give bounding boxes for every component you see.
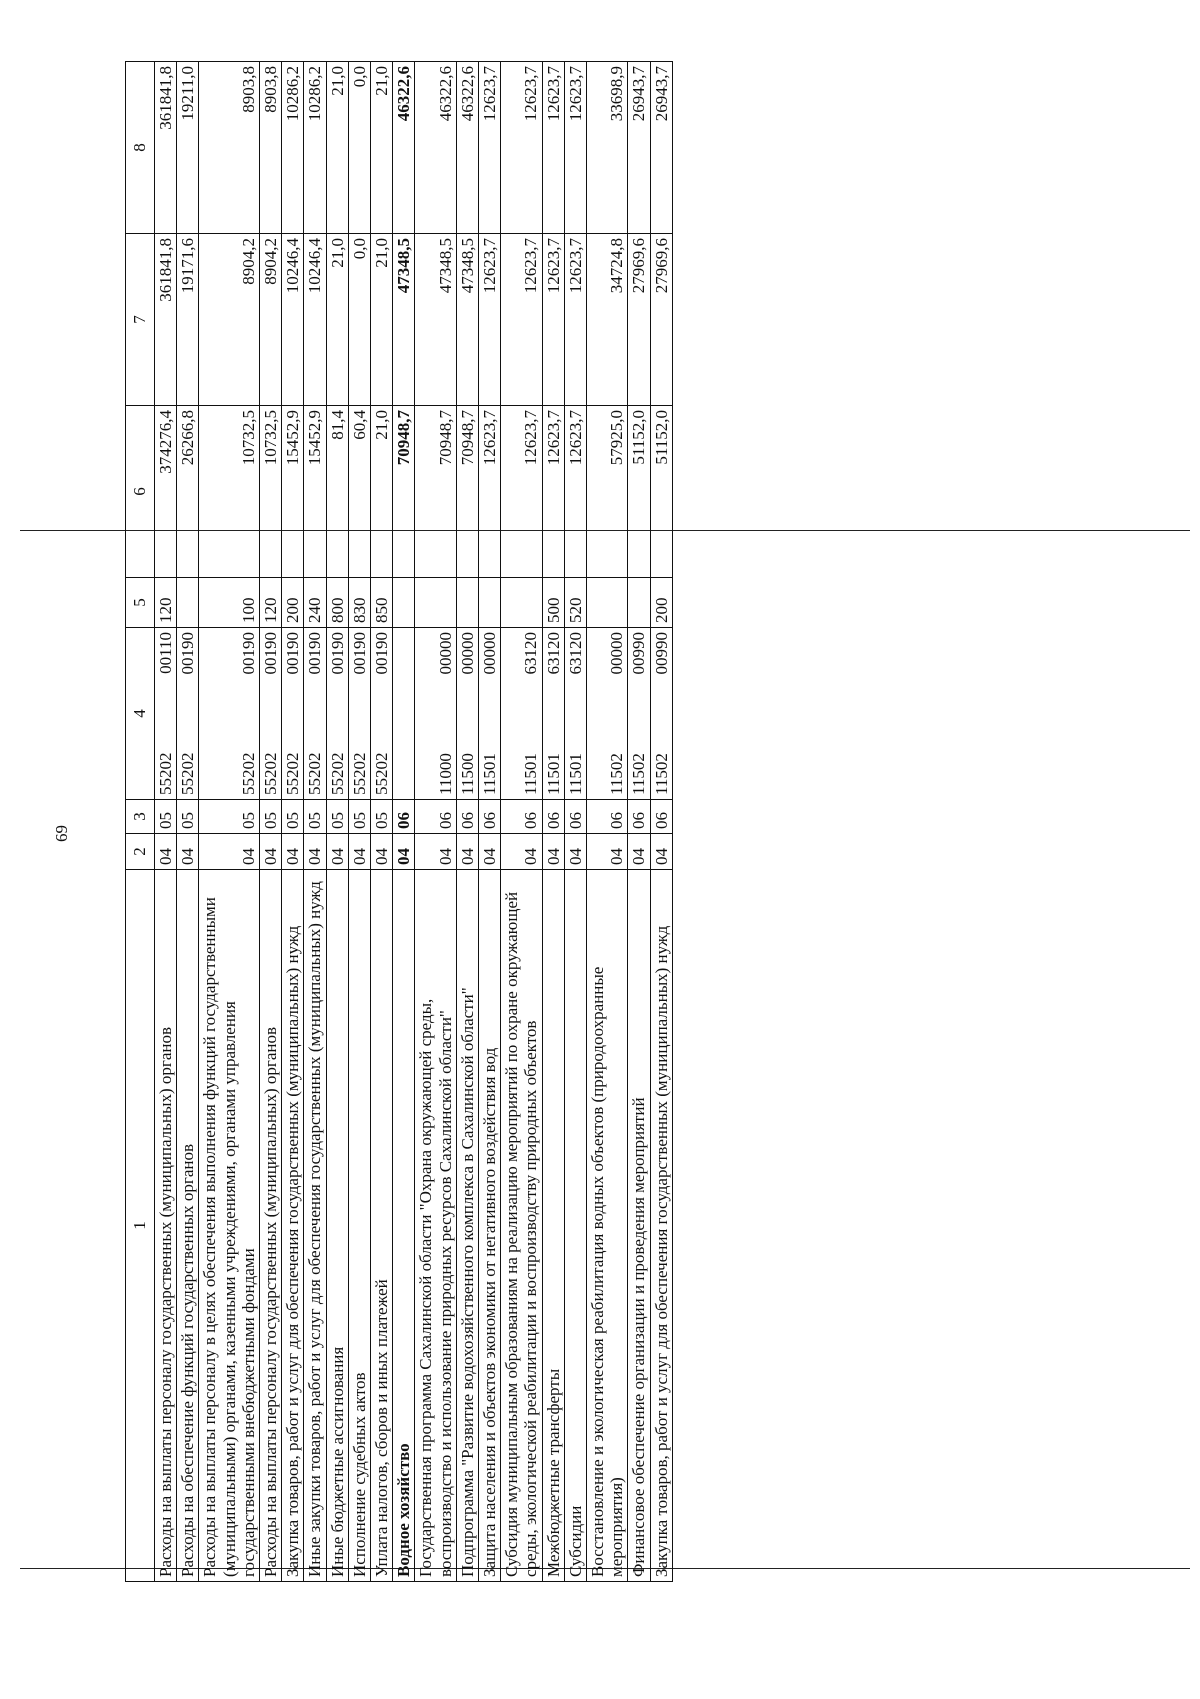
table-row [650, 62, 672, 1582]
target-article-cell [587, 628, 628, 800]
target-article-cell [371, 628, 393, 800]
subsection-code-cell: 06 [628, 800, 650, 834]
program-code: 11500 [457, 753, 477, 795]
column-header-5: 5 [126, 578, 155, 628]
subsection-code-cell: 05 [199, 800, 260, 834]
section-code-cell: 04 [542, 834, 564, 870]
direction-code: 00190 [372, 632, 392, 675]
row-name-cell: Расходы на выплаты персоналу в целях обеспечения выполнения функций государственными (муниципальными) органами, казенными учреждениями, органами управления государственными внебюджетными фондами [199, 870, 260, 1582]
subsection-code-cell: 06 [393, 800, 415, 834]
amount-col6-cell: 15452,9 [304, 406, 326, 578]
table-row [587, 62, 628, 1582]
amount-col7-cell: 12623,7 [501, 234, 542, 406]
program-code: 55202 [372, 752, 392, 795]
amount-col7-cell: 361841,8 [155, 234, 177, 406]
amount-col7-cell: 34724,8 [587, 234, 628, 406]
section-code-cell: 04 [282, 834, 304, 870]
amount-col8-cell: 361841,8 [155, 62, 177, 234]
section-code-cell: 04 [304, 834, 326, 870]
row-name-cell: Водное хозяйство [393, 870, 415, 1582]
program-code: 11502 [629, 753, 649, 795]
direction-code: 00000 [607, 632, 627, 675]
amount-col8-cell: 46322,6 [393, 62, 415, 234]
subsection-code-cell: 06 [542, 800, 564, 834]
program-code: 55202 [156, 752, 175, 795]
table-row [304, 62, 326, 1582]
expense-type-cell [479, 578, 501, 628]
amount-col6-cell: 21,0 [371, 406, 393, 578]
section-code-cell: 04 [326, 834, 348, 870]
amount-col7-cell: 8904,2 [260, 234, 282, 406]
target-article-cell [628, 628, 650, 800]
section-code-cell: 04 [155, 834, 177, 870]
expense-type-cell: 200 [650, 578, 672, 628]
direction-code: 00190 [238, 632, 258, 675]
subsection-code-cell: 06 [479, 800, 501, 834]
expense-type-cell: 830 [348, 578, 370, 628]
expense-type-cell [177, 578, 199, 628]
budget-table [125, 61, 673, 1582]
program-code: 55202 [327, 752, 347, 795]
table-row [479, 62, 501, 1582]
subsection-code-cell: 05 [155, 800, 177, 834]
section-code-cell: 04 [199, 834, 260, 870]
expense-type-cell [393, 578, 415, 628]
amount-col6-cell: 12623,7 [501, 406, 542, 578]
amount-col6-cell: 70948,7 [393, 406, 415, 578]
rotated-table-wrapper [125, 62, 673, 1582]
row-name-cell: Межбюджетные трансферты [542, 870, 564, 1582]
column-header-4: 4 [126, 628, 155, 800]
amount-col8-cell: 8903,8 [199, 62, 260, 234]
column-header-1: 1 [126, 870, 155, 1582]
amount-col7-cell: 12623,7 [542, 234, 564, 406]
expense-type-cell: 120 [260, 578, 282, 628]
amount-col7-cell: 47348,5 [393, 234, 415, 406]
column-header-2: 2 [126, 834, 155, 870]
direction-code: 00190 [305, 632, 325, 675]
target-article-cell [177, 628, 199, 800]
program-code: 11501 [521, 753, 541, 795]
table-body [155, 62, 673, 1582]
amount-col6-cell: 10732,5 [199, 406, 260, 578]
target-article-cell [282, 628, 304, 800]
expense-type-cell [628, 578, 650, 628]
row-name-cell: Иные бюджетные ассигнования [326, 870, 348, 1582]
target-article-cell [564, 628, 586, 800]
target-article-cell [393, 628, 415, 800]
program-code: 11501 [480, 753, 500, 795]
target-article-cell [542, 628, 564, 800]
subsection-code-cell: 06 [587, 800, 628, 834]
section-code-cell: 04 [393, 834, 415, 870]
expense-type-cell [501, 578, 542, 628]
direction-code: 00190 [327, 632, 347, 675]
amount-col8-cell: 10286,2 [282, 62, 304, 234]
expense-type-cell: 500 [542, 578, 564, 628]
expense-type-cell [587, 578, 628, 628]
amount-col7-cell: 27969,6 [650, 234, 672, 406]
target-article-cell [199, 628, 260, 800]
section-code-cell: 04 [456, 834, 478, 870]
direction-code: 00190 [283, 632, 303, 675]
amount-col7-cell: 0,0 [348, 234, 370, 406]
row-name-cell: Подпрограмма "Развитие водохозяйственного комплекса в Сахалинской области" [456, 870, 478, 1582]
program-code: 55202 [261, 752, 281, 795]
program-code: 11502 [651, 753, 671, 795]
expense-type-cell: 800 [326, 578, 348, 628]
target-article-cell [501, 628, 542, 800]
amount-col8-cell: 12623,7 [564, 62, 586, 234]
table-row [415, 62, 456, 1582]
section-code-cell: 04 [564, 834, 586, 870]
column-header-8: 8 [126, 62, 155, 234]
section-code-cell: 04 [415, 834, 456, 870]
amount-col8-cell: 0,0 [348, 62, 370, 234]
direction-code: 00190 [261, 632, 281, 675]
target-article-cell [415, 628, 456, 800]
program-code: 11501 [543, 753, 563, 795]
table-header-row [126, 62, 155, 1582]
amount-col7-cell: 12623,7 [564, 234, 586, 406]
column-header-3: 3 [126, 800, 155, 834]
amount-col6-cell: 70948,7 [456, 406, 478, 578]
direction-code: 00000 [435, 632, 455, 675]
amount-col6-cell: 374276,4 [155, 406, 177, 578]
row-name-cell: Расходы на обеспечение функций государственных органов [177, 870, 199, 1582]
table-row [542, 62, 564, 1582]
table-row [628, 62, 650, 1582]
amount-col7-cell: 12623,7 [479, 234, 501, 406]
row-name-cell: Расходы на выплаты персоналу государственных (муниципальных) органов [260, 870, 282, 1582]
amount-col7-cell: 8904,2 [199, 234, 260, 406]
amount-col6-cell: 70948,7 [415, 406, 456, 578]
expense-type-cell [415, 578, 456, 628]
target-article-cell [650, 628, 672, 800]
amount-col7-cell: 10246,4 [282, 234, 304, 406]
table-row [177, 62, 199, 1582]
row-name-cell: Уплата налогов, сборов и иных платежей [371, 870, 393, 1582]
expense-type-cell: 120 [155, 578, 177, 628]
section-code-cell: 04 [650, 834, 672, 870]
subsection-code-cell: 05 [260, 800, 282, 834]
program-code: 55202 [349, 752, 369, 795]
amount-col8-cell: 8903,8 [260, 62, 282, 234]
expense-type-cell: 240 [304, 578, 326, 628]
amount-col7-cell: 27969,6 [628, 234, 650, 406]
column-header-6: 6 [126, 406, 155, 578]
row-name-cell: Восстановление и экологическая реабилитация водных объектов (природоохранные мероприятия) [587, 870, 628, 1582]
row-name-cell: Исполнение судебных актов [348, 870, 370, 1582]
amount-col8-cell: 46322,6 [415, 62, 456, 234]
expense-type-cell [456, 578, 478, 628]
amount-col8-cell: 10286,2 [304, 62, 326, 234]
subsection-code-cell: 05 [348, 800, 370, 834]
amount-col6-cell: 12623,7 [479, 406, 501, 578]
subsection-code-cell: 05 [282, 800, 304, 834]
subsection-code-cell: 06 [650, 800, 672, 834]
row-name-cell: Субсидии [564, 870, 586, 1582]
amount-col8-cell: 12623,7 [501, 62, 542, 234]
section-code-cell: 04 [479, 834, 501, 870]
table-row [260, 62, 282, 1582]
expense-type-cell: 200 [282, 578, 304, 628]
amount-col6-cell: 12623,7 [542, 406, 564, 578]
table-row [501, 62, 542, 1582]
amount-col6-cell: 51152,0 [650, 406, 672, 578]
row-name-cell: Иные закупки товаров, работ и услуг для обеспечения государственных (муниципальных) нужд [304, 870, 326, 1582]
amount-col8-cell: 19211,0 [177, 62, 199, 234]
section-code-cell: 04 [348, 834, 370, 870]
section-code-cell: 04 [260, 834, 282, 870]
amount-col7-cell: 19171,6 [177, 234, 199, 406]
amount-col6-cell: 26266,8 [177, 406, 199, 578]
amount-col6-cell: 10732,5 [260, 406, 282, 578]
table-row [456, 62, 478, 1582]
subsection-code-cell: 05 [371, 800, 393, 834]
target-article-cell [326, 628, 348, 800]
amount-col8-cell: 21,0 [371, 62, 393, 234]
subsection-code-cell: 06 [415, 800, 456, 834]
amount-col7-cell: 47348,5 [456, 234, 478, 406]
section-code-cell: 04 [501, 834, 542, 870]
program-code: 55202 [178, 752, 198, 795]
direction-code: 63120 [521, 632, 541, 675]
table-row [564, 62, 586, 1582]
amount-col6-cell: 12623,7 [564, 406, 586, 578]
expense-type-cell: 850 [371, 578, 393, 628]
column-header-7: 7 [126, 234, 155, 406]
target-article-cell [348, 628, 370, 800]
target-article-cell [479, 628, 501, 800]
row-name-cell: Закупка товаров, работ и услуг для обеспечения государственных (муниципальных) нужд [282, 870, 304, 1582]
amount-col8-cell: 21,0 [326, 62, 348, 234]
target-article-cell [260, 628, 282, 800]
direction-code: 63120 [543, 632, 563, 675]
row-name-cell: Финансовое обеспечение организации и проведения мероприятий [628, 870, 650, 1582]
program-code: 11501 [565, 753, 585, 795]
expense-type-cell: 100 [199, 578, 260, 628]
table-row [282, 62, 304, 1582]
direction-code: 63120 [565, 632, 585, 675]
subsection-code-cell: 06 [456, 800, 478, 834]
table-row [348, 62, 370, 1582]
table-row [199, 62, 260, 1582]
amount-col6-cell: 15452,9 [282, 406, 304, 578]
subsection-code-cell: 05 [326, 800, 348, 834]
program-code: 11502 [607, 753, 627, 795]
row-name-cell: Государственная программа Сахалинской области "Охрана окружающей среды, воспроизводство и использование природных ресурсов Сахалинской области" [415, 870, 456, 1582]
amount-col6-cell: 60,4 [348, 406, 370, 578]
amount-col6-cell: 81,4 [326, 406, 348, 578]
amount-col7-cell: 47348,5 [415, 234, 456, 406]
amount-col7-cell: 21,0 [371, 234, 393, 406]
section-code-cell: 04 [628, 834, 650, 870]
section-code-cell: 04 [371, 834, 393, 870]
target-article-cell [456, 628, 478, 800]
amount-col6-cell: 57925,0 [587, 406, 628, 578]
amount-col8-cell: 26943,7 [628, 62, 650, 234]
row-name-cell: Закупка товаров, работ и услуг для обеспечения государственных (муниципальных) нужд [650, 870, 672, 1582]
direction-code: 00190 [349, 632, 369, 675]
subsection-code-cell: 06 [564, 800, 586, 834]
table-row [326, 62, 348, 1582]
amount-col8-cell: 12623,7 [542, 62, 564, 234]
direction-code: 00000 [480, 632, 500, 675]
direction-code: 00110 [156, 632, 175, 674]
table-row [393, 62, 415, 1582]
expense-type-cell: 520 [564, 578, 586, 628]
target-article-cell [304, 628, 326, 800]
amount-col8-cell: 46322,6 [456, 62, 478, 234]
amount-col8-cell: 26943,7 [650, 62, 672, 234]
page-number: 69 [52, 825, 71, 842]
amount-col7-cell: 10246,4 [304, 234, 326, 406]
table-row [371, 62, 393, 1582]
program-code: 55202 [305, 752, 325, 795]
program-code: 55202 [238, 752, 258, 795]
subsection-code-cell: 05 [304, 800, 326, 834]
amount-col8-cell: 12623,7 [479, 62, 501, 234]
direction-code: 00190 [178, 632, 198, 675]
direction-code: 00990 [651, 632, 671, 675]
amount-col8-cell: 33698,9 [587, 62, 628, 234]
table-row [155, 62, 177, 1582]
row-name-cell: Защита населения и объектов экономики от негативного воздействия вод [479, 870, 501, 1582]
amount-col7-cell: 21,0 [326, 234, 348, 406]
program-code: 11000 [435, 753, 455, 795]
subsection-code-cell: 05 [177, 800, 199, 834]
amount-col6-cell: 51152,0 [628, 406, 650, 578]
section-code-cell: 04 [177, 834, 199, 870]
section-code-cell: 04 [587, 834, 628, 870]
direction-code: 00990 [629, 632, 649, 675]
subsection-code-cell: 06 [501, 800, 542, 834]
program-code: 55202 [283, 752, 303, 795]
target-article-cell [155, 628, 177, 800]
direction-code: 00000 [457, 632, 477, 675]
row-name-cell: Субсидия муниципальным образованиям на реализацию мероприятий по охране окружающей среды, экологической реабилитации и воспроизводству природных объектов [501, 870, 542, 1582]
row-name-cell: Расходы на выплаты персоналу государственных (муниципальных) органов [155, 870, 177, 1582]
